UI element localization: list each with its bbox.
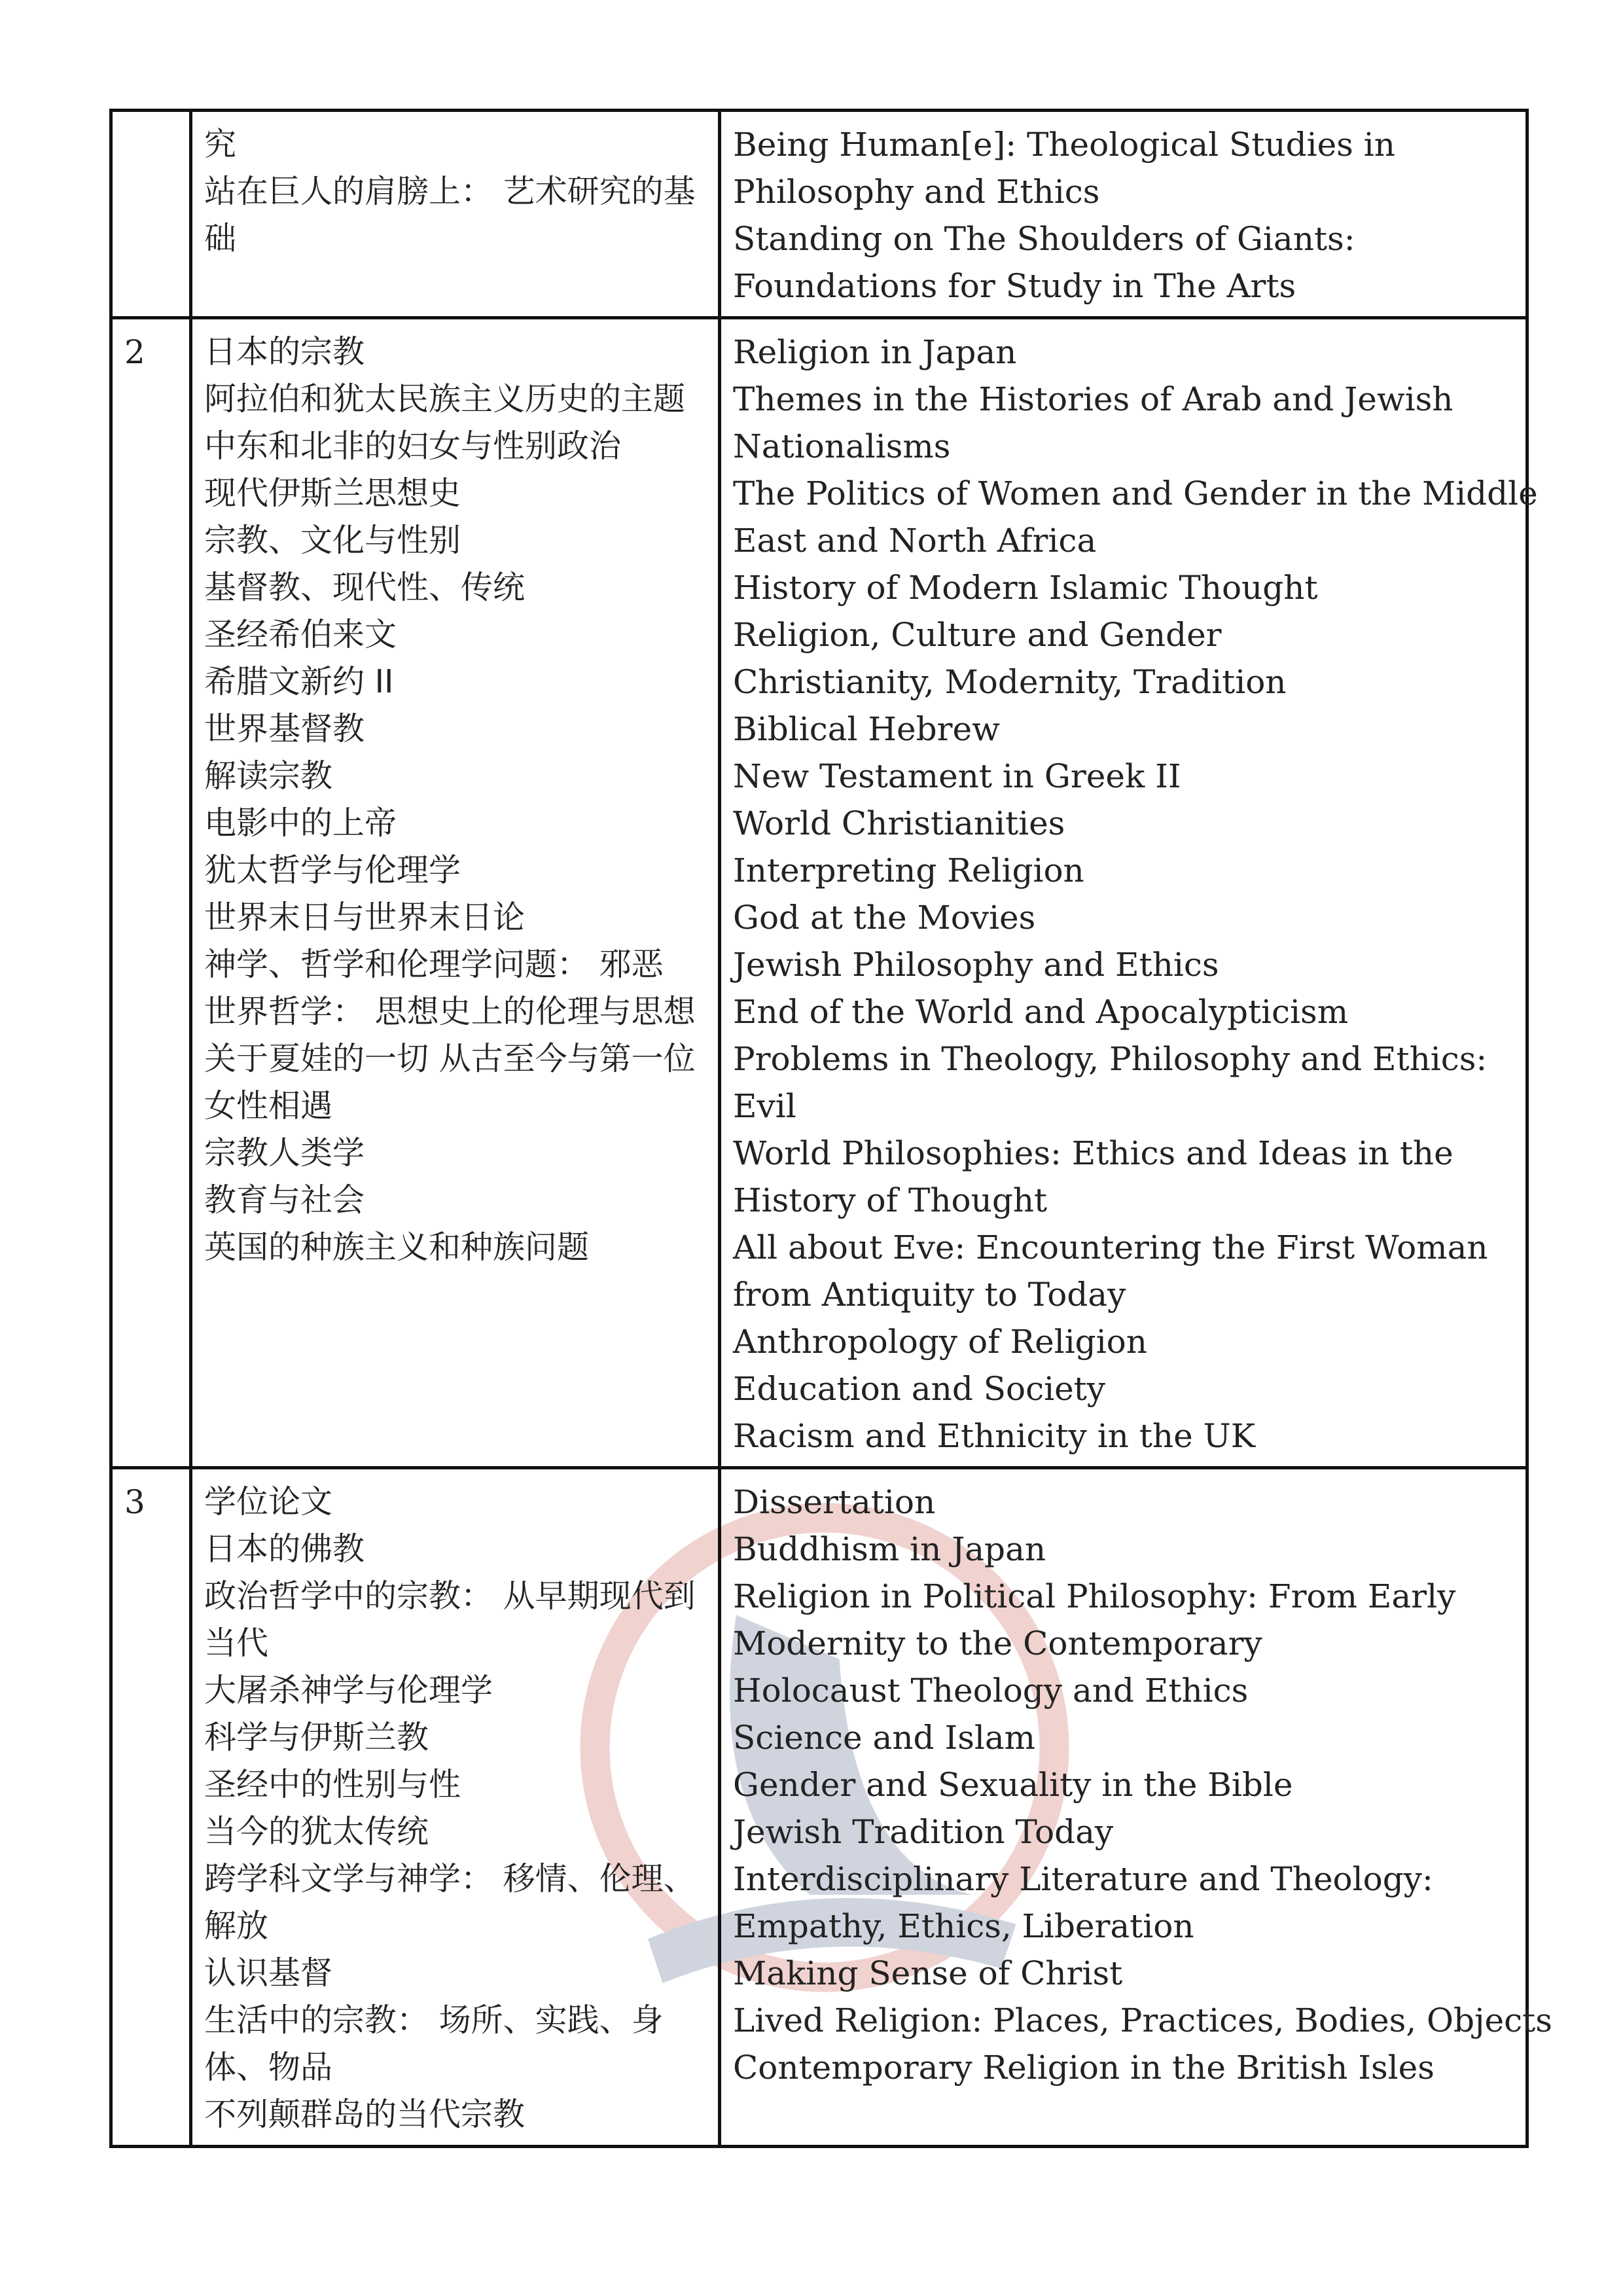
course-name: History of Modern Islamic Thought <box>733 569 1318 607</box>
table-row <box>111 111 1527 318</box>
course-name: Interdisciplinary Literature and Theology: <box>733 1860 1433 1898</box>
course-name: 认识基督 <box>204 1954 333 1992</box>
course-name: Modernity to the Contemporary <box>733 1624 1262 1662</box>
english-course-list <box>720 318 1538 1468</box>
course-name: Standing on The Shoulders of Giants: <box>733 220 1355 258</box>
course-name: Religion, Culture and Gender <box>733 616 1222 654</box>
course-name: Christianity, Modernity, Tradition <box>733 663 1287 701</box>
chinese-course-list <box>191 111 720 318</box>
table-row <box>111 318 1527 1468</box>
course-name: Lived Religion: Places, Practices, Bodies, Objects <box>733 2001 1552 2039</box>
course-name: 基督教、现代性、传统 <box>204 569 526 606</box>
course-name: 政治哲学中的宗教： 从早期现代到当代 <box>204 1577 696 1662</box>
course-name: Gender and Sexuality in the Bible <box>733 1766 1293 1804</box>
course-name: 世界末日与世界末日论 <box>204 899 526 936</box>
course-name: 日本的佛教 <box>204 1530 365 1568</box>
course-name: Jewish Philosophy and Ethics <box>733 946 1219 984</box>
course-name: 阿拉伯和犹太民族主义历史的主题 <box>204 380 686 418</box>
course-name: Buddhism in Japan <box>733 1530 1046 1568</box>
course-name: Racism and Ethnicity in the UK <box>733 1417 1256 1455</box>
table-row <box>111 1468 1527 2147</box>
course-name: Making Sense of Christ <box>733 1954 1123 1992</box>
course-name: Science and Islam <box>733 1719 1036 1757</box>
course-name: 不列颠群岛的当代宗教 <box>204 2096 526 2133</box>
course-name: Religion in Japan <box>733 333 1017 371</box>
course-name: All about Eve: Encountering the First Woman <box>733 1229 1488 1266</box>
course-name: Being Human[e]: Theological Studies in <box>733 126 1395 164</box>
course-name: 希腊文新约 II <box>204 663 394 700</box>
course-name: 究 <box>204 126 237 163</box>
year-cell: 3 <box>111 1468 191 2147</box>
course-name: World Philosophies: Ethics and Ideas in the <box>733 1134 1454 1172</box>
course-name: Nationalisms <box>733 427 951 465</box>
course-name: 英国的种族主义和种族问题 <box>204 1229 590 1266</box>
course-name: East and North Africa <box>733 522 1097 560</box>
course-name: Foundations for Study in The Arts <box>733 267 1296 305</box>
course-name: 生活中的宗教： 场所、实践、身体、物品 <box>204 2001 664 2086</box>
course-name: Biblical Hebrew <box>733 710 1000 748</box>
english-course-list <box>720 1468 1552 2147</box>
course-name: 关于夏娃的一切 从古至今与第一位女性相遇 <box>204 1040 696 1124</box>
course-name: Holocaust Theology and Ethics <box>733 1672 1249 1710</box>
course-name: 宗教、文化与性别 <box>204 522 461 559</box>
year-cell <box>111 111 191 318</box>
year-cell: 2 <box>111 318 191 1468</box>
course-name: God at the Movies <box>733 899 1036 937</box>
course-name: 学位论文 <box>204 1483 333 1520</box>
course-name: Religion in Political Philosophy: From Early <box>733 1577 1456 1615</box>
course-name: Contemporary Religion in the British Isles <box>733 2049 1435 2087</box>
course-name: Education and Society <box>733 1370 1105 1408</box>
chinese-course-list <box>191 1468 720 2147</box>
course-name: 科学与伊斯兰教 <box>204 1719 429 1756</box>
course-name: World Christianities <box>733 804 1065 842</box>
course-name: End of the World and Apocalypticism <box>733 993 1349 1031</box>
course-name: The Politics of Women and Gender in the Middle <box>733 475 1538 512</box>
course-name: New Testament in Greek II <box>733 757 1181 795</box>
course-name: 中东和北非的妇女与性别政治 <box>204 427 622 465</box>
english-course-list <box>720 111 1527 318</box>
course-name: Themes in the Histories of Arab and Jewish <box>733 380 1454 418</box>
course-name: 世界基督教 <box>204 710 365 747</box>
course-name: 当今的犹太传统 <box>204 1813 429 1850</box>
course-name: Philosophy and Ethics <box>733 173 1100 211</box>
course-name: from Antiquity to Today <box>733 1276 1126 1314</box>
course-name: 圣经中的性别与性 <box>204 1766 461 1803</box>
course-name: 教育与社会 <box>204 1181 365 1219</box>
course-name: 跨学科文学与神学： 移情、伦理、解放 <box>204 1860 696 1945</box>
course-name: Evil <box>733 1087 796 1125</box>
course-name: 宗教人类学 <box>204 1134 365 1172</box>
course-table <box>109 109 1552 2148</box>
course-name: 圣经希伯来文 <box>204 616 397 653</box>
course-name: Interpreting Religion <box>733 852 1084 889</box>
course-name: Anthropology of Religion <box>733 1323 1147 1361</box>
course-name: 世界哲学： 思想史上的伦理与思想 <box>204 993 696 1030</box>
course-name: Problems in Theology, Philosophy and Ethics: <box>733 1040 1488 1078</box>
course-name: 现代伊斯兰思想史 <box>204 475 461 512</box>
course-name: 日本的宗教 <box>204 333 365 370</box>
course-name: Jewish Tradition Today <box>733 1813 1114 1851</box>
course-name: Empathy, Ethics, Liberation <box>733 1907 1194 1945</box>
chinese-course-list <box>191 318 720 1468</box>
course-name: 神学、哲学和伦理学问题： 邪恶 <box>204 946 664 983</box>
course-name: 大屠杀神学与伦理学 <box>204 1672 493 1709</box>
course-name: 犹太哲学与伦理学 <box>204 852 461 889</box>
course-name: History of Thought <box>733 1181 1048 1219</box>
course-name: Dissertation <box>733 1483 936 1521</box>
course-name: 解读宗教 <box>204 757 333 795</box>
course-table-body <box>111 111 1552 2147</box>
course-name: 电影中的上帝 <box>204 804 397 842</box>
course-name: 站在巨人的肩膀上： 艺术研究的基础 <box>204 173 696 257</box>
